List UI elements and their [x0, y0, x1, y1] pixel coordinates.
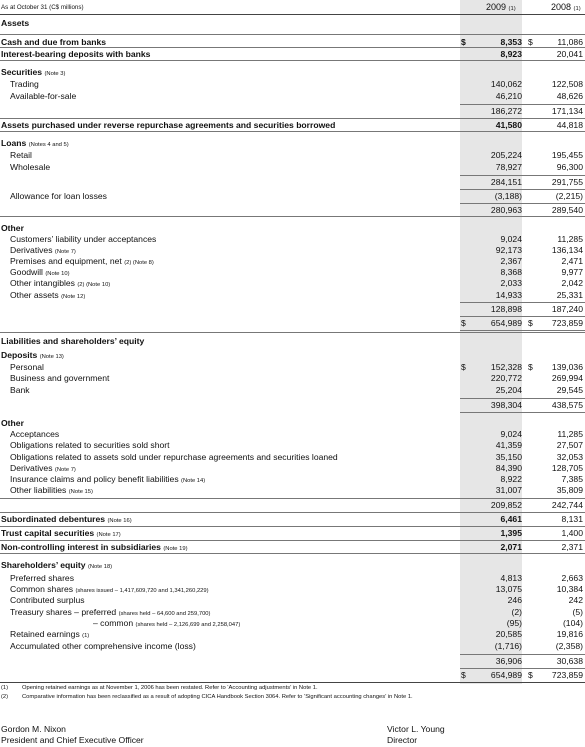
rule-line — [0, 131, 585, 132]
statement-row — [0, 256, 585, 267]
value-2008: 2,042 — [561, 278, 583, 288]
row-label-text: Obligations related to securities sold short — [10, 440, 170, 450]
value-2008: 723,859 — [551, 670, 583, 680]
signature-right — [387, 724, 445, 746]
value-2008: 7,385 — [561, 474, 583, 484]
value-2009: 8,923 — [500, 49, 522, 59]
subtotal-rule — [460, 302, 585, 303]
row-label-text: Allowance for loan losses — [10, 191, 107, 201]
value-2008: (2,358) — [555, 641, 583, 651]
statement-row — [0, 418, 585, 429]
value-2008: 242,744 — [551, 500, 583, 510]
value-2009: 35,150 — [495, 452, 522, 462]
signatory-name: Gordon M. Nixon — [1, 724, 66, 734]
rule-line — [0, 682, 585, 683]
rule-line — [0, 14, 585, 15]
statement-row — [0, 528, 585, 539]
subtotal-rule — [460, 330, 585, 331]
note-reference: (shares held – 64,600 and 259,700) — [118, 611, 211, 617]
value-2008: 195,455 — [551, 150, 583, 160]
statement-row — [0, 629, 585, 640]
value-2009: (2) — [511, 607, 522, 617]
value-2009: 20,585 — [495, 629, 522, 639]
year-2008-label: 2008 — [551, 2, 572, 12]
row-label — [1, 336, 144, 347]
header-row — [0, 2, 585, 13]
signatory-title: President and Chief Executive Officer — [1, 735, 144, 745]
statement-row — [0, 373, 585, 384]
value-2009: 92,173 — [495, 245, 522, 255]
row-label — [10, 234, 156, 245]
row-label-text: Bank — [10, 385, 30, 395]
note-reference: (Note 3) — [44, 71, 66, 77]
subtotal-rule — [460, 316, 585, 317]
statement-row — [0, 362, 585, 373]
statement-row — [0, 463, 585, 474]
row-label — [10, 452, 338, 463]
row-label — [1, 418, 24, 429]
row-label — [10, 595, 85, 606]
row-label-text: Shareholders’ equity — [1, 560, 86, 570]
subtotal-row — [0, 500, 585, 511]
row-label-text: Other assets — [10, 290, 59, 300]
rule-line — [0, 34, 585, 35]
value-2009: 220,772 — [490, 373, 522, 383]
footnote-text: Comparative information has been reclassified as a result of adopting CICA Handbook Section 3064. Refer to ‘Significant accounting changes’ in Note 1. — [22, 694, 413, 700]
value-2009: 8,368 — [500, 267, 522, 277]
subtotal-rule — [460, 654, 585, 655]
subtotal-row — [0, 400, 585, 411]
value-2009: 140,062 — [490, 79, 522, 89]
row-label-text: Interest-bearing deposits with banks — [1, 49, 151, 59]
row-label-text: Retail — [10, 150, 32, 160]
value-2009: 152,328 — [490, 362, 522, 372]
value-2009: 128,898 — [490, 304, 522, 314]
statement-row — [0, 452, 585, 463]
note-reference: (Note 17) — [96, 532, 121, 538]
footnote-marker: (1) — [1, 685, 9, 691]
currency-symbol: $ — [461, 37, 466, 47]
value-2008: 20,041 — [556, 49, 583, 59]
rule-line — [0, 118, 585, 119]
currency-symbol: $ — [528, 37, 533, 47]
row-label-text: Trading — [10, 79, 39, 89]
value-2008: 2,663 — [561, 573, 583, 583]
value-2009: 9,024 — [500, 234, 522, 244]
statement-row — [0, 150, 585, 161]
value-2009: 8,353 — [500, 37, 522, 47]
row-label — [10, 162, 50, 173]
statement-row — [0, 234, 585, 245]
row-label — [10, 150, 32, 161]
note-reference: (Note 18) — [87, 564, 113, 570]
statement-row — [0, 560, 585, 571]
note-reference: (Note 12) — [61, 294, 86, 300]
rule-line — [0, 553, 585, 554]
subtotal-rule — [460, 512, 585, 513]
value-2009: 46,210 — [495, 91, 522, 101]
value-2009: 41,580 — [495, 120, 522, 130]
value-2008: 11,285 — [557, 429, 583, 439]
value-2009: 186,272 — [490, 106, 522, 116]
footnote-marker: (2) — [1, 694, 9, 700]
value-2008: 269,994 — [551, 373, 583, 383]
subtotal-row — [0, 205, 585, 216]
statement-row — [0, 514, 585, 525]
row-label — [1, 560, 112, 573]
value-2009: 4,813 — [500, 573, 522, 583]
value-2009: (3,188) — [494, 191, 522, 201]
row-label-text: Other intangibles — [10, 278, 75, 288]
value-2009: 284,151 — [490, 177, 522, 187]
rule-line — [0, 216, 585, 217]
row-label-text: Loans — [1, 138, 27, 148]
rule-line — [0, 60, 585, 61]
footnote-text: Opening retained earnings as at November 1, 2006 has been restated. Refer to ‘Accounting adjustments’ in Note 1. — [22, 685, 318, 691]
statement-row — [0, 595, 585, 606]
currency-symbol: $ — [528, 362, 533, 372]
row-label — [10, 290, 85, 303]
currency-symbol: $ — [461, 362, 466, 372]
statement-row — [0, 290, 585, 301]
rule-line — [0, 332, 585, 333]
value-2008: 19,816 — [556, 629, 583, 639]
row-label-text: Retained earnings — [10, 629, 80, 639]
signature-left — [1, 724, 144, 746]
subtotal-rule — [460, 398, 585, 399]
row-label — [1, 18, 29, 29]
row-label-text: Obligations related to assets sold under repurchase agreements and securities loaned — [10, 452, 338, 462]
value-2008: 291,755 — [551, 177, 583, 187]
value-2009: 78,927 — [495, 162, 522, 172]
value-2008: 10,384 — [556, 584, 583, 594]
rule-line — [0, 47, 585, 48]
row-label-text: – common — [93, 618, 134, 628]
row-label-text: Assets purchased under reverse repurchase agreements and securities borrowed — [1, 120, 336, 130]
note-reference: (shares held – 2,126,699 and 2,258,047) — [135, 622, 241, 628]
value-2008: 1,400 — [561, 528, 583, 538]
note-reference: (Note 10) — [45, 271, 70, 277]
value-2009: 2,071 — [500, 542, 522, 552]
row-label-text: Premises and equipment, net — [10, 256, 122, 266]
value-2008: 48,626 — [556, 91, 583, 101]
value-2008: 139,036 — [551, 362, 583, 372]
statement-row — [0, 267, 585, 278]
statement-row — [0, 440, 585, 451]
statement-row — [0, 474, 585, 485]
value-2008: 2,471 — [561, 256, 583, 266]
currency-symbol: $ — [461, 318, 466, 328]
row-label-text: Non-controlling interest in subsidiaries — [1, 542, 161, 552]
statement-row — [0, 618, 585, 629]
row-label-text: Assets — [1, 18, 30, 28]
subtotal-rule — [460, 412, 585, 413]
value-2008: 44,818 — [556, 120, 583, 130]
subtotal-rule — [460, 203, 585, 204]
statement-row — [0, 607, 585, 618]
value-2008: 438,575 — [551, 400, 583, 410]
subtotal-rule — [460, 104, 585, 105]
statement-row — [0, 191, 585, 202]
row-label-text: Business and government — [10, 373, 110, 383]
row-label — [10, 385, 30, 396]
statement-row — [0, 584, 585, 595]
note-reference: (Notes 4 and 5) — [28, 142, 69, 148]
row-label — [10, 485, 93, 498]
value-2009: 84,390 — [495, 463, 522, 473]
year-2009-note: (1) — [508, 6, 516, 12]
value-2009: 2,367 — [500, 256, 522, 266]
note-reference: (Note 16) — [107, 518, 132, 524]
row-label-text: Derivatives — [10, 463, 53, 473]
currency-symbol: $ — [461, 670, 466, 680]
row-label-text: Available-for-sale — [10, 91, 77, 101]
currency-symbol: $ — [528, 318, 533, 328]
row-label-text: Wholesale — [10, 162, 51, 172]
statement-row — [0, 641, 585, 652]
value-2008: (5) — [572, 607, 583, 617]
value-2009: 280,963 — [490, 205, 522, 215]
value-2009: (95) — [506, 618, 522, 628]
row-label-text: Deposits — [1, 350, 38, 360]
row-label-text: Subordinated debentures — [1, 514, 106, 524]
value-2009: 8,922 — [500, 474, 522, 484]
value-2008: 30,638 — [556, 656, 583, 666]
statement-row — [0, 67, 585, 78]
note-reference: (Note 7) — [54, 467, 76, 473]
subtotal-row — [0, 656, 585, 667]
value-2008: 96,300 — [556, 162, 583, 172]
subtotal-rule — [460, 175, 585, 176]
row-label — [1, 120, 335, 131]
value-2008: 187,240 — [551, 304, 583, 314]
row-label — [10, 429, 59, 440]
row-label-text: Acceptances — [10, 429, 60, 439]
statement-row — [0, 429, 585, 440]
value-2009: 209,852 — [490, 500, 522, 510]
value-2008: 29,545 — [556, 385, 583, 395]
row-label-text: Customers’ liability under acceptances — [10, 234, 157, 244]
note-reference: (2) (Note 10) — [77, 282, 111, 288]
subtotal-rule — [460, 668, 585, 669]
row-label — [10, 573, 74, 584]
rule-line — [0, 526, 585, 527]
subtotal-row — [0, 670, 585, 681]
value-2008: 27,507 — [556, 440, 583, 450]
row-label — [10, 79, 39, 90]
note-reference: (shares issued – 1,417,609,720 and 1,341,260,229) — [75, 588, 209, 594]
value-2009: 25,204 — [495, 385, 522, 395]
subtotal-rule — [460, 189, 585, 190]
subtotal-row — [0, 318, 585, 329]
row-label — [10, 191, 107, 202]
statement-row — [0, 162, 585, 173]
row-label-text: Securities — [1, 67, 43, 77]
value-2008: 171,134 — [551, 106, 583, 116]
statement-row — [0, 223, 585, 234]
signatory-title: Director — [387, 735, 418, 745]
rule-line — [0, 498, 585, 499]
statement-row — [0, 350, 585, 361]
row-label-text: Cash and due from banks — [1, 37, 107, 47]
value-2008: 25,331 — [556, 290, 583, 300]
note-reference: (Note 14) — [181, 478, 206, 484]
statement-row — [0, 120, 585, 131]
row-label-text: Goodwill — [10, 267, 43, 277]
subtotal-row — [0, 177, 585, 188]
row-label-text: Other — [1, 418, 24, 428]
value-2008: 32,053 — [556, 452, 583, 462]
value-2009: 36,906 — [495, 656, 522, 666]
value-2009: 2,033 — [500, 278, 522, 288]
row-label — [10, 91, 76, 102]
value-2009: (1,716) — [494, 641, 522, 651]
value-2009: 246 — [507, 595, 522, 605]
value-2009: 31,007 — [495, 485, 522, 495]
statement-row — [0, 542, 585, 553]
row-label-text: Other — [1, 223, 24, 233]
row-label-text: Treasury shares – preferred — [10, 607, 117, 617]
value-2009: 14,933 — [495, 290, 522, 300]
value-2008: 122,508 — [551, 79, 583, 89]
value-2009: 6,461 — [500, 514, 522, 524]
value-2008: (2,215) — [555, 191, 583, 201]
statement-row — [0, 49, 585, 60]
value-2008: 2,371 — [561, 542, 583, 552]
row-label-text: Other liabilities — [10, 485, 67, 495]
value-2009: 654,989 — [490, 670, 522, 680]
row-label-text: Accumulated other comprehensive income (loss) — [10, 641, 196, 651]
row-label-text: Contributed surplus — [10, 595, 85, 605]
row-label — [10, 362, 44, 373]
row-label-text: Common shares — [10, 584, 74, 594]
statement-row — [0, 278, 585, 289]
statement-caption: As at October 31 (C$ millions) — [1, 4, 84, 11]
currency-symbol: $ — [528, 670, 533, 680]
value-2009: 398,304 — [490, 400, 522, 410]
row-label — [1, 223, 24, 234]
note-reference: (Note 19) — [163, 546, 188, 552]
value-2009: 41,359 — [495, 440, 522, 450]
value-2008: 128,705 — [551, 463, 583, 473]
row-label — [10, 373, 109, 384]
value-2009: 654,989 — [490, 318, 522, 328]
value-2008: 136,134 — [551, 245, 583, 255]
note-reference: (1) — [82, 633, 90, 639]
row-label-text: Preferred shares — [10, 573, 75, 583]
row-label-text: Liabilities and shareholders’ equity — [1, 336, 145, 346]
row-label — [10, 641, 196, 652]
statement-row — [0, 573, 585, 584]
statement-row — [0, 79, 585, 90]
value-2009: 1,395 — [500, 528, 522, 538]
row-label — [1, 49, 150, 60]
year-2009-label: 2009 — [486, 2, 507, 12]
year-2008-note: (1) — [573, 6, 581, 12]
note-reference: (Note 15) — [68, 489, 93, 495]
row-label-text: Insurance claims and policy benefit liabilities — [10, 474, 179, 484]
value-2008: 8,131 — [561, 514, 583, 524]
note-reference: (Note 13) — [39, 354, 64, 360]
note-reference: (2) (Note 8) — [124, 260, 154, 266]
value-2008: 242 — [568, 595, 583, 605]
value-2008: 723,859 — [551, 318, 583, 328]
statement-row — [0, 18, 585, 29]
value-2008: 11,285 — [557, 234, 583, 244]
statement-row — [0, 245, 585, 256]
statement-row — [0, 336, 585, 347]
value-2008: 289,540 — [551, 205, 583, 215]
row-label-text: Personal — [10, 362, 44, 372]
value-2008: (104) — [562, 618, 583, 628]
statement-row — [0, 485, 585, 496]
row-label — [10, 440, 170, 451]
value-2008: 9,977 — [561, 267, 583, 277]
statement-row — [0, 138, 585, 149]
subtotal-row — [0, 106, 585, 117]
value-2009: 13,075 — [495, 584, 522, 594]
row-label-text: Derivatives — [10, 245, 53, 255]
statement-row — [0, 385, 585, 396]
value-2009: 9,024 — [500, 429, 522, 439]
rule-line — [0, 540, 585, 541]
subtotal-row — [0, 304, 585, 315]
signatory-name: Victor L. Young — [387, 724, 445, 734]
note-reference: (Note 7) — [54, 249, 76, 255]
statement-row — [0, 91, 585, 102]
row-label-text: Trust capital securities — [1, 528, 95, 538]
value-2008: 35,809 — [556, 485, 583, 495]
value-2008: 11,086 — [557, 37, 583, 47]
value-2009: 205,224 — [490, 150, 522, 160]
